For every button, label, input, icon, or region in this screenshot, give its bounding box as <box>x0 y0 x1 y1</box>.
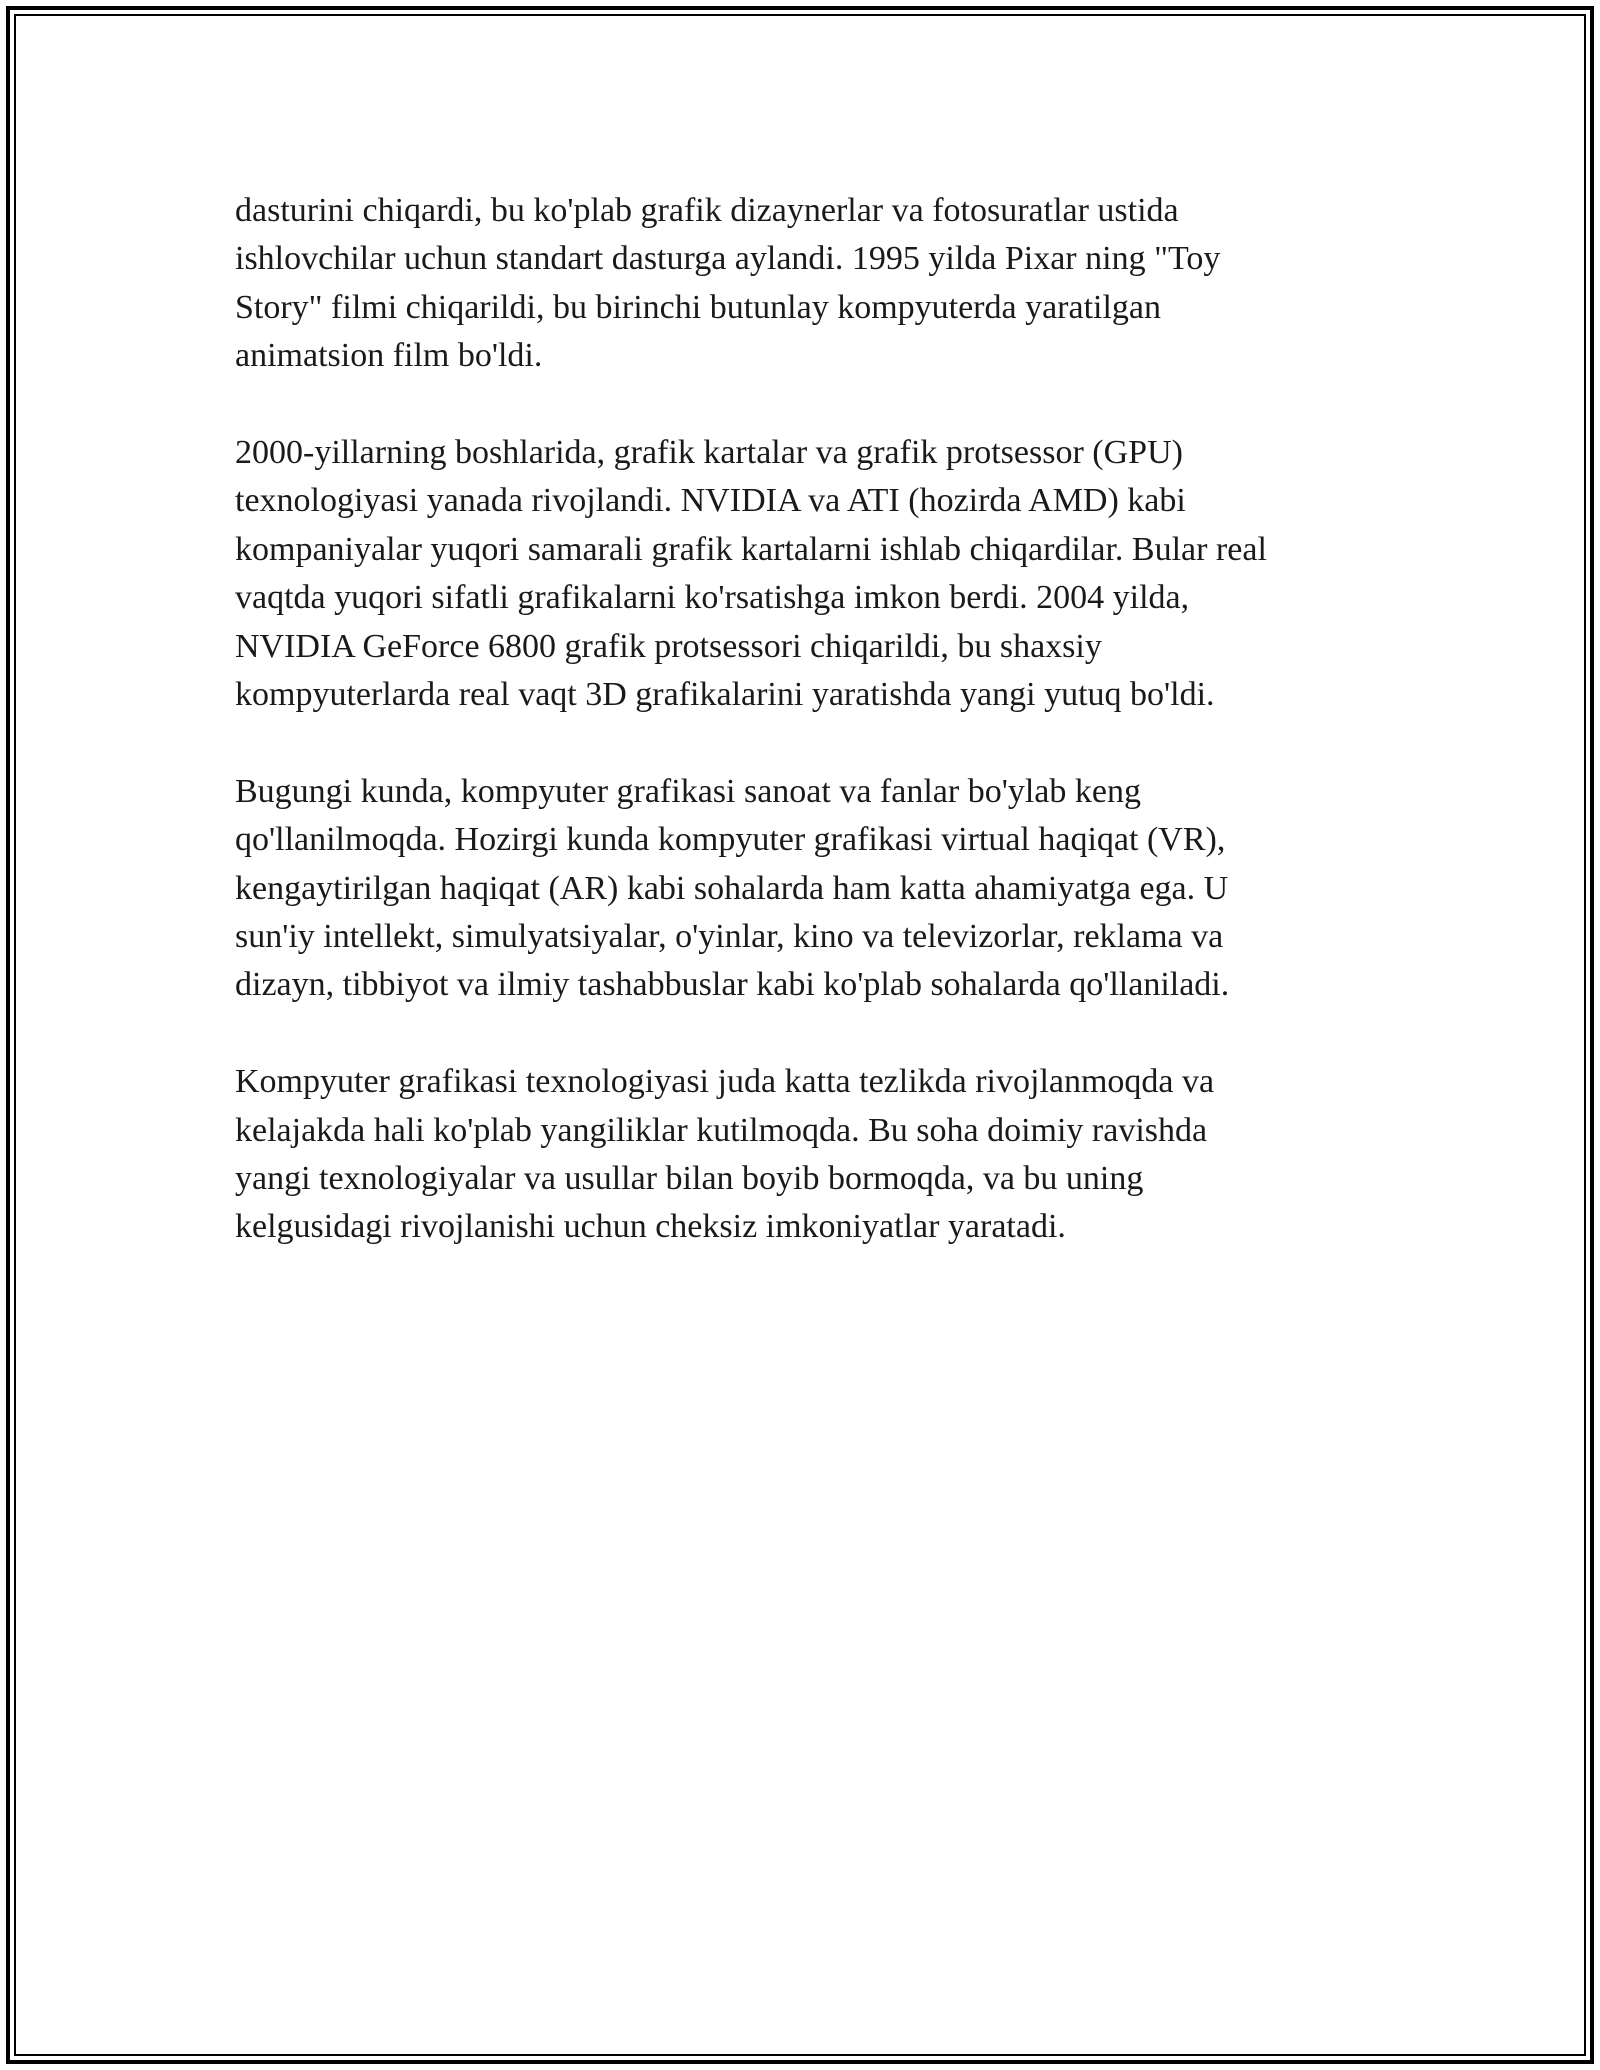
text-line: dasturini chiqardi, bu ko'plab grafik dizaynerlar va fotosuratlar ustida <box>235 192 1179 229</box>
text-line: Story" filmi chiqarildi, bu birinchi butunlay kompyuterda yaratilgan <box>235 288 1162 326</box>
text-line: yangi texnologiyalar va usullar bilan boyib bormoqda, va bu uning <box>235 1160 1144 1198</box>
text-line: kompyuterlarda real vaqt 3D grafikalarini yaratishda yangi yutuq bo'ldi. <box>235 676 1215 714</box>
paragraph-2 <box>235 429 1365 719</box>
text-line: NVIDIA GeForce 6800 grafik protsessori chiqarildi, bu shaxsiy <box>235 627 1102 665</box>
text-line: vaqtda yuqori sifatli grafikalarni ko'rsatishga imkon berdi. 2004 yilda, <box>235 579 1190 617</box>
paragraph-3 <box>235 768 1365 1010</box>
text-line: sun'iy intellekt, simulyatsiyalar, o'yinlar, kino va televizorlar, reklama va <box>235 918 1224 956</box>
text-line: Bugungi kunda, kompyuter grafikasi sanoat va fanlar bo'ylab keng <box>235 772 1141 810</box>
paragraph-4 <box>235 1058 1365 1252</box>
paragraph-1 <box>235 187 1365 381</box>
text-line: kelgusidagi rivojlanishi uchun cheksiz imkoniyatlar yaratadi. <box>235 1208 1066 1246</box>
text-line: Kompyuter grafikasi texnologiyasi juda katta tezlikda rivojlanmoqda va <box>235 1063 1215 1101</box>
text-line: ishlovchilar uchun standart dasturga aylandi. 1995 yilda Pixar ning "Toy <box>235 240 1221 278</box>
text-line: kelajakda hali ko'plab yangiliklar kutilmoqda. Bu soha doimiy ravishda <box>235 1111 1208 1149</box>
text-line: kengaytirilgan haqiqat (AR) kabi sohalarda ham katta ahamiyatga ega. U <box>235 869 1229 907</box>
page-body <box>235 187 1365 1300</box>
text-line: kompaniyalar yuqori samarali grafik kartalarni ishlab chiqardilar. Bular real <box>235 530 1267 568</box>
text-line: qo'llanilmoqda. Hozirgi kunda kompyuter grafikasi virtual haqiqat (VR), <box>235 821 1226 859</box>
text-line: animatsion film bo'ldi. <box>235 337 543 375</box>
text-line: dizayn, tibbiyot va ilmiy tashabbuslar kabi ko'plab sohalarda qo'llaniladi. <box>235 966 1230 1004</box>
text-line: texnologiyasi yanada rivojlandi. NVIDIA va ATI (hozirda AMD) kabi <box>235 482 1186 520</box>
text-line: 2000-yillarning boshlarida, grafik kartalar va grafik protsessor (GPU) <box>235 434 1183 472</box>
